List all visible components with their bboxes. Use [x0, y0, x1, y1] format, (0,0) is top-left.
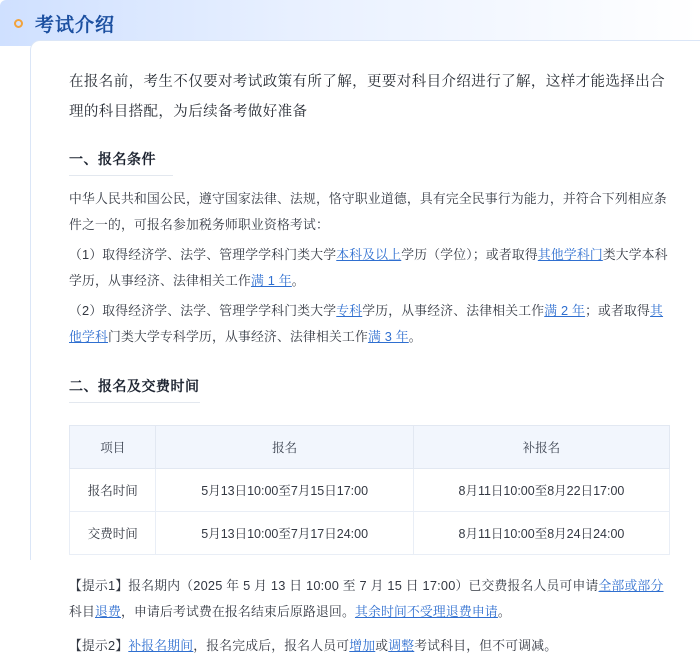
schedule-table [69, 425, 670, 555]
req2-link-3[interactable]: 其他学科 [69, 303, 664, 344]
req1-text-4: 。 [291, 273, 305, 288]
notes-block [69, 573, 670, 659]
note2-text-2: ，报名完成后，报名人员可 [193, 638, 350, 653]
req1-link-3[interactable]: 满 1 年 [250, 273, 292, 288]
note1-text-3: ，申请后考试费在报名结束后原路退回。 [121, 604, 355, 619]
requirement-item-1 [69, 242, 670, 294]
note2-text-5: 不可调减 [492, 638, 545, 653]
note2-text-4: 考试科目，但 [414, 638, 493, 653]
req2-link-4[interactable]: 满 3 年 [367, 329, 409, 344]
req1-text-3: 类大学本科学历，从事经济、法律相关工作 [69, 247, 668, 288]
note2-text-3: 或 [375, 638, 389, 653]
req2-text-5: 。 [408, 329, 422, 344]
note2-link-1[interactable]: 补报名期间 [128, 638, 194, 653]
req2-text-3: ；或者取得 [585, 303, 651, 318]
note1-text-1: 【提示1】报名期内（2025 年 5 月 13 日 10:00 至 7 月 15 日 17:00）已交费报名人员可申请 [69, 578, 599, 593]
note2-link-2[interactable]: 增加 [349, 638, 376, 653]
note2-text-6: 。 [544, 638, 558, 653]
section2-title: 二、报名及交费时间 [69, 376, 200, 403]
table-header-row [70, 426, 670, 469]
section1-intro: 中华人民共和国公民，遵守国家法律、法规，恪守职业道德，具有完全民事行为能力，并符合下列相应条件之一的，可报名参加税务师职业资格考试： [69, 191, 667, 232]
req2-text-4: 门类大学专科学历，从事经济、法律相关工作 [108, 329, 368, 344]
req1-link-1[interactable]: 本科及以上 [336, 247, 402, 262]
row1-item: 报名时间 [70, 469, 156, 512]
note2-link-3[interactable]: 调整 [388, 638, 415, 653]
note1-text-4: 。 [497, 604, 511, 619]
req1-link-2[interactable]: 其他学科门 [537, 247, 603, 262]
note1-link-3[interactable]: 其余时间不受理退费申请 [354, 604, 498, 619]
section1-title: 一、报名条件 [69, 149, 173, 176]
table-row [70, 512, 670, 555]
table-col-item: 项目 [70, 426, 156, 469]
row2-item: 交费时间 [70, 512, 156, 555]
table-col-supplementary: 补报名 [413, 426, 669, 469]
table-row [70, 469, 670, 512]
note1-text-2: 科目 [69, 604, 95, 619]
circle-outline-icon [14, 19, 23, 28]
req1-text-1: （1）取得经济学、法学、管理学学科门类大学 [69, 247, 337, 262]
note-1 [69, 573, 670, 625]
section-registration-requirements [69, 149, 670, 350]
req2-text-2: 学历，从事经济、法律相关工作 [362, 303, 545, 318]
row1-supplementary: 8月11日10:00至8月22日17:00 [413, 469, 669, 512]
req2-link-2[interactable]: 满 2 年 [544, 303, 586, 318]
row2-supplementary: 8月11日10:00至8月24日24:00 [413, 512, 669, 555]
page-title: 考试介绍 [35, 14, 116, 36]
requirement-item-2 [69, 298, 670, 350]
note-2 [69, 633, 670, 659]
content-card [30, 40, 700, 653]
req2-text-1: （2）取得经济学、法学、管理学学科门类大学 [69, 303, 337, 318]
section-registration-schedule [69, 376, 670, 659]
note1-link-1[interactable]: 全部或部分 [598, 578, 664, 593]
row2-registration: 5月13日10:00至7月17日24:00 [156, 512, 413, 555]
req1-text-2: 学历（学位）；或者取得 [401, 247, 538, 262]
req2-link-1[interactable]: 专科 [336, 303, 363, 318]
note1-link-2[interactable]: 退费 [95, 604, 121, 619]
row1-registration: 5月13日10:00至7月15日17:00 [156, 469, 413, 512]
lead-paragraph: 在报名前，考生不仅要对考试政策有所了解，更要对科目介绍进行了解，这样才能选择出合理的科目搭配，为后续备考做好准备 [69, 74, 665, 120]
note2-text-1: 【提示2】 [69, 638, 129, 653]
table-col-registration: 报名 [156, 426, 413, 469]
